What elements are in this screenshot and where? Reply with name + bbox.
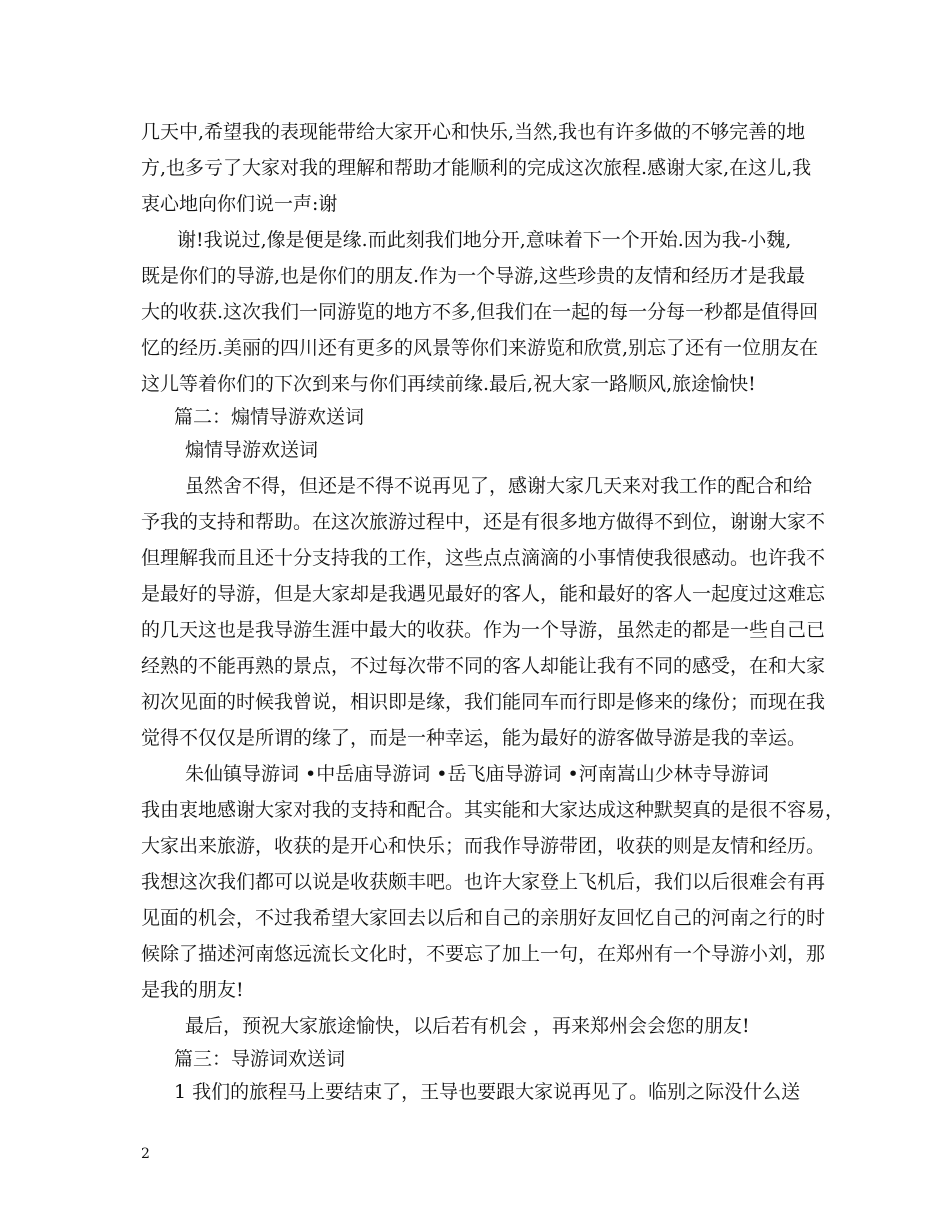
text-line: 谢!我说过,像是便是缘.而此刻我们地分开,意味着下一个开始.因为我-小魏, [177, 229, 792, 251]
article-title: 煽情导游欢送词 [185, 439, 319, 461]
text-line: 虽然舍不得，但还是不得不说再见了，感谢大家几天来对我工作的配合和给 [185, 475, 813, 497]
text-line: 是最好的导游，但是大家却是我遇见最好的客人，能和最好的客人一起度过这难忘 [141, 583, 826, 605]
text-line: 是我的朋友! [141, 979, 244, 1001]
text-line: 我由衷地感谢大家对我的支持和配合。其实能和大家达成这种默契真的是很不容易， [141, 799, 845, 821]
text-line: 几天中,希望我的表现能带给大家开心和快乐,当然,我也有许多做的不够完善的地 [141, 121, 806, 143]
text-line: 候除了描述河南悠远流长文化时，不要忘了加上一句，在郑州有一个导游小刘，那 [141, 943, 826, 965]
text-line: 既是你们的导游,也是你们的朋友.作为一个导游,这些珍贵的友情和经历才是我最 [141, 265, 806, 287]
text-line: 这儿等着你们的下次到来与你们再续前缘.最后,祝大家一路顺风,旅途愉快! [141, 373, 756, 395]
text-line: 予我的支持和帮助。在这次旅游过程中，还是有很多地方做得不到位，谢谢大家不 [141, 511, 826, 533]
section-heading: 篇二：煽情导游欢送词 [174, 406, 365, 428]
text-line: 忆的经历.美丽的四川还有更多的风景等你们来游览和欣赏,别忘了还有一位朋友在 [141, 337, 819, 359]
text-line: 衷心地向你们说一声:谢 [141, 193, 338, 215]
text-line: 的几天这也是我导游生涯中最大的收获。作为一个导游，虽然走的都是一些自己已 [141, 619, 826, 641]
text-line: 见面的机会，不过我希望大家回去以后和自己的亲朋好友回忆自己的河南之行的时 [141, 907, 826, 929]
related-links-line: 朱仙镇导游词 •中岳庙导游词 •岳飞庙导游词 •河南嵩山少林寺导游词 [185, 763, 769, 785]
text-line: 我想这次我们都可以说是收获颇丰吧。也许大家登上飞机后，我们以后很难会有再 [141, 871, 826, 893]
text-line: 经熟的不能再熟的景点，不过每次带不同的客人却能让我有不同的感受，在和大家 [141, 655, 826, 677]
text-line: 觉得不仅仅是所谓的缘了，而是一种幸运，能为最好的游客做导游是我的幸运。 [141, 727, 807, 749]
section-heading: 篇三：导游词欢送词 [174, 1048, 346, 1070]
text-line: 大家出来旅游，收获的是开心和快乐；而我作导游带团，收获的则是友情和经历。 [141, 835, 826, 857]
text-line: 初次见面的时候我曾说，相识即是缘，我们能同车而行即是修来的缘份；而现在我 [141, 691, 826, 713]
text-line: 1 我们的旅程马上要结束了，王导也要跟大家说再见了。临别之际没什么送 [174, 1081, 801, 1103]
text-line: 方,也多亏了大家对我的理解和帮助才能顺利的完成这次旅程.感谢大家,在这儿,我 [141, 157, 812, 179]
text-line: 大的收获.这次我们一同游览的地方不多,但我们在一起的每一分每一秒都是值得回 [141, 301, 819, 323]
text-line: 最后，预祝大家旅途愉快，以后若有机会 ，再来郑州会会您的朋友! [185, 1015, 750, 1037]
page-number: 2 [141, 1146, 150, 1162]
text-line: 但理解我而且还十分支持我的工作，这些点点滴滴的小事情使我很感动。也许我不 [141, 547, 826, 569]
